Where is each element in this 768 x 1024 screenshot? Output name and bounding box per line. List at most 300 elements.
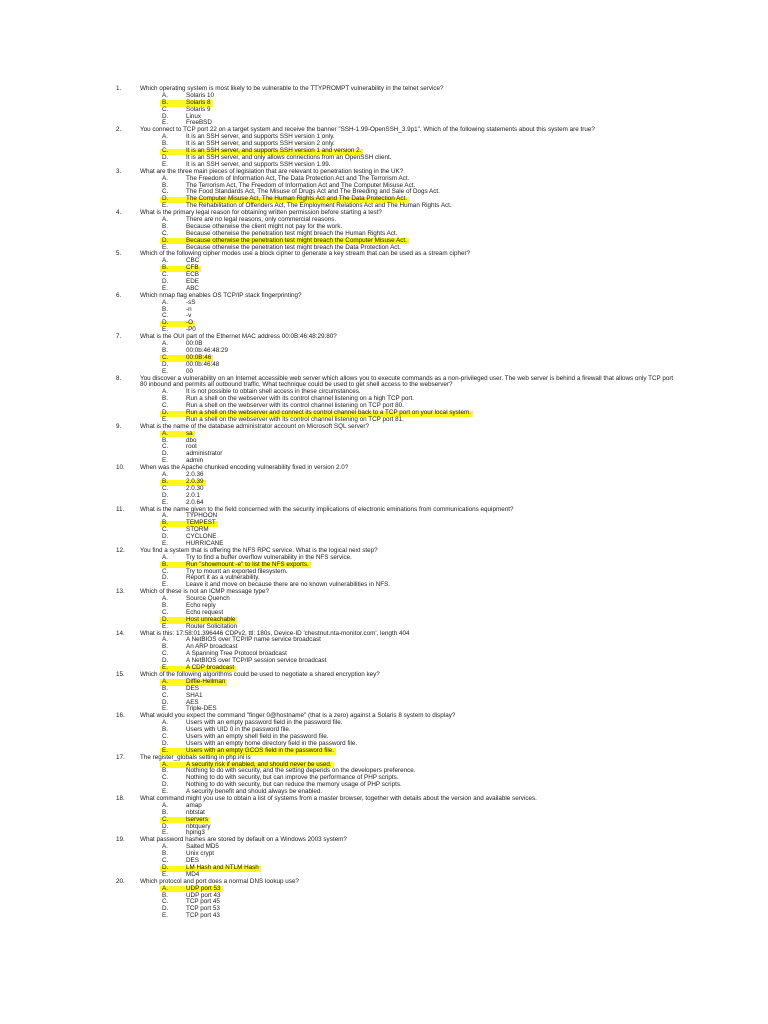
answer-option-highlighted [0, 520, 768, 527]
option-letter: C. [162, 608, 169, 616]
question-number: 3. [116, 167, 122, 175]
answer-option-highlighted [0, 100, 768, 107]
option-text: The Rehabilitation of Offenders Act, The Employment Relations Act and The Human Rights Act. [186, 202, 452, 210]
question-prompt: When was the Apache chunked encoding vulnerability fixed in version 2.0? [140, 464, 349, 472]
answer-option [0, 362, 768, 369]
answer-option [0, 107, 768, 114]
question-number: 11. [116, 505, 125, 513]
option-letter: E. [162, 539, 168, 547]
option-text: Run "showmount -e" to list the NFS exports. [186, 560, 309, 568]
answer-option [0, 824, 768, 831]
answer-option [0, 258, 768, 265]
question-number: 19. [116, 836, 125, 844]
option-letter: B. [162, 264, 168, 272]
question-prompt: What command might you use to obtain a list of systems from a master browser, together with details about the version and available services. [140, 795, 537, 803]
question-text [0, 672, 768, 679]
question-item [0, 879, 768, 920]
answer-option [0, 734, 768, 741]
question-text [0, 424, 768, 431]
option-text: It is an SSH server, and supports SSH version 1.99. [186, 160, 331, 168]
option-text: The Terrorism Act, The Freedom of Information Act and The Computer Misuse Act. [186, 181, 416, 189]
option-letter: E. [162, 664, 168, 672]
question-item [0, 210, 768, 251]
option-text: -O [186, 319, 193, 327]
option-text: Users with an empty GCOS field in the password file. [186, 746, 335, 754]
option-letter: C. [162, 147, 169, 155]
option-text: 2.0.1 [186, 491, 201, 499]
question-prompt: What would you expect the command "finger 0@hostname" (that is a zero) against a Solaris 8 system to display? [140, 712, 456, 720]
option-letter: B. [162, 305, 168, 313]
option-letter: A. [162, 719, 168, 727]
question-item [0, 796, 768, 837]
option-letter: E. [162, 415, 168, 423]
option-text: A security risk if enabled, and should never be used. [186, 760, 332, 768]
option-letter: D. [162, 615, 169, 623]
question-prompt: The register_globals setting in php.ini is [140, 753, 251, 761]
option-letter: B. [162, 140, 168, 148]
option-letter: B. [162, 767, 168, 775]
question-text [0, 548, 768, 555]
answer-option [0, 93, 768, 100]
option-letter: D. [162, 450, 169, 458]
option-text: 2.0.64 [186, 498, 204, 506]
option-text: 2.0.36 [186, 471, 204, 479]
answer-option [0, 134, 768, 141]
option-letter: C. [162, 312, 169, 320]
option-letter: E. [162, 284, 168, 292]
option-letter: E. [162, 705, 168, 713]
option-text: FreeBSD [186, 119, 212, 127]
answer-option [0, 527, 768, 534]
question-number: 4. [116, 209, 122, 217]
question-number: 13. [116, 588, 125, 596]
option-text: LM Hash and NTLM Hash [186, 863, 259, 871]
option-letter: A. [162, 595, 168, 603]
option-text: 00:0B [186, 340, 203, 348]
option-text: -sS [186, 298, 196, 306]
option-text: hping3 [186, 829, 205, 837]
option-text: Run a shell on the webserver and connect its control channel back to a TCP port on your local system. [186, 409, 472, 416]
question-text [0, 127, 768, 134]
answer-option [0, 534, 768, 541]
question-text [0, 507, 768, 514]
answer-option [0, 644, 768, 651]
answer-option [0, 307, 768, 314]
question-text [0, 465, 768, 472]
question-item [0, 837, 768, 878]
option-letter: C. [162, 732, 169, 740]
answer-option [0, 341, 768, 348]
question-prompt: Which of these is not an ICMP message type? [140, 588, 270, 596]
option-letter: C. [162, 188, 169, 196]
question-item [0, 589, 768, 630]
option-letter: D. [162, 236, 169, 244]
question-number: 1. [116, 85, 122, 92]
question-text [0, 86, 768, 93]
option-text: admin [186, 457, 204, 465]
option-letter: C. [162, 353, 169, 361]
question-item [0, 631, 768, 672]
option-text: Because otherwise the penetration test might breach the Data Protection Act. [186, 243, 401, 251]
option-letter: E. [162, 326, 168, 334]
answer-option [0, 803, 768, 810]
option-letter: A. [162, 257, 168, 265]
question-prompt: What is the primary legal reason for obtaining written permission before starting a test? [140, 209, 382, 217]
answer-option [0, 810, 768, 817]
answer-option [0, 782, 768, 789]
option-text: STORM [186, 526, 209, 534]
option-letter: E. [162, 243, 168, 251]
question-number: 5. [116, 250, 122, 258]
answer-option [0, 300, 768, 307]
option-letter: B. [162, 808, 168, 816]
option-letter: A. [162, 843, 168, 851]
answer-option [0, 693, 768, 700]
answer-option [0, 513, 768, 520]
question-prompt: Which operating system is most likely to be vulnerable to the TTYPROMPT vulnerability in the telnet service? [140, 85, 444, 92]
answer-option [0, 844, 768, 851]
option-text: TCP port 43 [186, 912, 220, 920]
option-letter: E. [162, 202, 168, 210]
option-letter: C. [162, 526, 169, 534]
question-number: 10. [116, 464, 125, 472]
answer-option [0, 272, 768, 279]
answer-option [0, 493, 768, 500]
option-letter: C. [162, 691, 169, 699]
question-item [0, 127, 768, 168]
option-text: sa [186, 429, 193, 437]
option-letter: D. [162, 657, 169, 665]
answer-option [0, 893, 768, 900]
option-text: It is an SSH server, and supports SSH version 1 only. [186, 133, 335, 141]
option-text: Host unreachable [186, 615, 236, 623]
question-item [0, 507, 768, 548]
option-letter: A. [162, 91, 168, 99]
option-text: Run a shell on the webserver with its control channel listening on TCP port 81. [186, 415, 404, 423]
option-text: DES [186, 857, 199, 865]
option-letter: D. [162, 195, 169, 203]
answer-option-highlighted [0, 679, 768, 686]
answer-option [0, 555, 768, 562]
option-text: An ARP broadcast [186, 643, 238, 651]
option-letter: C. [162, 443, 169, 451]
option-text: nbtstat [186, 808, 205, 816]
option-text: Source Quench [186, 595, 230, 603]
option-text: TEMPEST [186, 519, 216, 527]
question-item [0, 424, 768, 465]
option-letter: C. [162, 857, 169, 865]
answer-option [0, 569, 768, 576]
option-text: It is an SSH server, and only allows connections from an OpenSSH client. [186, 153, 392, 161]
option-text: Try to find a buffer overflow vulnerability in the NFS service. [186, 553, 352, 561]
answer-option [0, 486, 768, 493]
option-letter: D. [162, 574, 169, 582]
option-text: HURRICANE [186, 539, 224, 547]
option-letter: B. [162, 643, 168, 651]
question-text [0, 755, 768, 762]
question-prompt: Which of the following cipher modes use a block cipher to generate a key stream that can be used as a stream cipher? [140, 250, 471, 258]
question-prompt: You connect to TCP port 22 on a target system and receive the banner "SSH-1.99-OpenSSH_3.9p1". Which of the following statements about this system are true? [140, 126, 595, 134]
option-letter: D. [162, 905, 169, 913]
option-text: Users with UID 0 in the password file. [186, 726, 291, 734]
option-text: 00 [186, 367, 194, 375]
option-text: A NetBIOS over TCP/IP name service broadcast [186, 636, 321, 644]
option-text: It is an SSH server, and supports SSH version 2 only. [186, 140, 335, 148]
answer-option [0, 610, 768, 617]
option-text: The Food Standards Act, The Misuse of Drugs Act and The Breeding and Sale of Dogs Act. [186, 188, 440, 196]
option-text: Try to mount an exported filesystem. [186, 567, 288, 575]
question-number: 7. [116, 333, 122, 341]
question-text [0, 210, 768, 217]
answer-option [0, 141, 768, 148]
option-text: ECB [186, 271, 199, 279]
option-letter: E. [162, 119, 168, 127]
option-letter: E. [162, 829, 168, 837]
option-letter: B. [162, 395, 168, 403]
option-letter: A. [162, 215, 168, 223]
option-text: administrator [186, 450, 223, 458]
question-prompt: What is this: 17:58:01.396446 CDPv2, ttl: 180s, Device-ID 'chestnut.nta-monitor.com', length 404 [140, 629, 410, 637]
answer-option [0, 279, 768, 286]
question-item [0, 713, 768, 754]
question-text [0, 293, 768, 300]
question-item [0, 376, 768, 424]
option-letter: C. [162, 105, 169, 113]
answer-option [0, 114, 768, 121]
answer-option [0, 472, 768, 479]
answer-option [0, 603, 768, 610]
question-prompt: What are the three main pieces of legislation that are relevant to penetration testing in the UK? [140, 167, 404, 175]
option-letter: A. [162, 884, 168, 892]
option-text: A Spanning Tree Protocol broadcast [186, 650, 287, 658]
answer-option [0, 906, 768, 913]
option-letter: E. [162, 912, 168, 920]
option-letter: B. [162, 726, 168, 734]
answer-option [0, 217, 768, 224]
option-letter: E. [162, 367, 168, 375]
option-text: -v [186, 312, 192, 320]
option-letter: E. [162, 160, 168, 168]
option-text: EDE [186, 278, 199, 286]
answer-option [0, 155, 768, 162]
option-text: Nothing to do with security, but can improve the performance of PHP scripts. [186, 774, 399, 782]
answer-option-highlighted [0, 320, 768, 327]
option-text: It is not possible to obtain shell access in these circumstances. [186, 388, 361, 396]
question-item [0, 548, 768, 589]
question-number: 16. [116, 712, 125, 720]
question-text [0, 713, 768, 720]
option-letter: A. [162, 801, 168, 809]
option-text: nbtquery [186, 822, 211, 830]
option-text: MD4 [186, 870, 200, 878]
option-letter: E. [162, 870, 168, 878]
option-letter: C. [162, 650, 169, 658]
option-letter: B. [162, 181, 168, 189]
option-text: Because otherwise the penetration test might breach the Human Rights Act. [186, 229, 398, 237]
option-text: Run a shell on the webserver with its control channel listening on TCP port 80. [186, 402, 404, 410]
option-text: 00:0B:46 [186, 353, 212, 361]
answer-option [0, 720, 768, 727]
question-prompt: What is the OUI part of the Ethernet MAC address 00:0B:46:48:29:80? [140, 333, 337, 341]
option-text: DES [186, 684, 199, 692]
option-letter: D. [162, 533, 169, 541]
option-text: Users with an empty shell field in the password file. [186, 732, 329, 740]
answer-option-highlighted [0, 817, 768, 824]
option-text: Unix crypt [186, 850, 214, 858]
question-number: 17. [116, 753, 125, 761]
option-text: 00:0b:46:48:29 [186, 346, 229, 354]
option-text: A CDP broadcast [186, 664, 235, 672]
option-letter: A. [162, 553, 168, 561]
option-letter: E. [162, 746, 168, 754]
option-text: Nothing to do with security, and the setting depends on the developers preference. [186, 767, 416, 775]
option-letter: A. [162, 677, 168, 685]
option-text: A security benefit and should always be enabled. [186, 788, 323, 796]
option-text: Users with an empty password field in the password file. [186, 719, 343, 727]
option-letter: A. [162, 298, 168, 306]
option-letter: D. [162, 863, 169, 871]
option-letter: D. [162, 409, 169, 416]
answer-option [0, 348, 768, 355]
answer-option-highlighted [0, 265, 768, 272]
question-item [0, 334, 768, 375]
option-text: Salted MD5 [186, 843, 219, 851]
option-letter: E. [162, 498, 168, 506]
option-letter: C. [162, 484, 169, 492]
answer-option [0, 438, 768, 445]
option-letter: E. [162, 622, 168, 630]
question-prompt: You find a system that is offering the NFS RPC service. What is the logical next step? [140, 546, 378, 554]
option-letter: A. [162, 760, 168, 768]
option-text: UDP port 53 [186, 884, 221, 892]
option-text: Leave it and move on because there are no known vulnerabilities in NFS. [186, 581, 391, 589]
question-number: 14. [116, 629, 125, 637]
option-letter: A. [162, 636, 168, 644]
option-text: -P0 [186, 326, 196, 334]
option-letter: C. [162, 402, 169, 410]
answer-option-highlighted [0, 865, 768, 872]
option-letter: C. [162, 774, 169, 782]
option-letter: A. [162, 429, 168, 437]
question-prompt: Which protocol and port does a normal DNS lookup use? [140, 877, 299, 885]
answer-option-highlighted [0, 562, 768, 569]
option-letter: B. [162, 684, 168, 692]
option-letter: D. [162, 360, 169, 368]
option-text: dbo [186, 436, 197, 444]
option-letter: D. [162, 319, 169, 327]
question-item [0, 169, 768, 210]
option-letter: E. [162, 788, 168, 796]
question-list [0, 86, 768, 920]
question-text [0, 376, 768, 390]
answer-option-highlighted [0, 431, 768, 438]
option-letter: C. [162, 567, 169, 575]
option-letter: D. [162, 153, 169, 161]
option-letter: B. [162, 98, 168, 106]
option-text: Router Solicitation [186, 622, 238, 630]
answer-option [0, 444, 768, 451]
answer-option [0, 596, 768, 603]
option-text: 2.0.30 [186, 484, 204, 492]
question-prompt: What is the name of the database administrator account on Microsoft SQL server? [140, 422, 370, 430]
question-item [0, 755, 768, 796]
question-number: 15. [116, 670, 125, 678]
option-text: root [186, 443, 197, 451]
option-text: Run a shell on the webserver with its control channel listening on a high TCP port. [186, 395, 414, 403]
question-number: 18. [116, 795, 125, 803]
option-letter: E. [162, 581, 168, 589]
answer-option [0, 899, 768, 906]
question-text [0, 879, 768, 886]
answer-option [0, 686, 768, 693]
option-letter: D. [162, 112, 169, 120]
question-number: 2. [116, 126, 122, 134]
option-text: A NetBIOS over TCP/IP session service broadcast [186, 657, 327, 665]
answer-option [0, 741, 768, 748]
answer-option [0, 637, 768, 644]
option-letter: A. [162, 512, 168, 520]
question-number: 8. [116, 374, 122, 382]
option-text: TCP port 45 [186, 898, 220, 906]
option-letter: B. [162, 519, 168, 527]
option-letter: B. [162, 891, 168, 899]
option-letter: A. [162, 471, 168, 479]
question-prompt: You discover a vulnerability on an Internet accessible web server which allows you to execute commands as a non-privileged user. The web server is behind a firewall that allows only TCP port 80 inbound and permits all outbound traffic. What technique could be used to get shell access to the webserver? [140, 374, 674, 389]
question-text [0, 251, 768, 258]
question-item [0, 86, 768, 127]
option-letter: D. [162, 781, 169, 789]
question-item [0, 465, 768, 506]
option-letter: A. [162, 174, 168, 182]
option-text: Users with an empty home directory field in the password file. [186, 739, 358, 747]
option-text: 00:0b:46:48 [186, 360, 220, 368]
option-text: CFB [186, 264, 199, 272]
option-letter: C. [162, 898, 169, 906]
answer-option [0, 727, 768, 734]
option-text: TYPHOON [186, 512, 218, 520]
question-prompt: What is the name given to the field concerned with the security implications of electronic eminations from communications equipment? [140, 505, 514, 513]
option-text: lservers [186, 815, 209, 823]
option-text: Nothing to do with security, but can reduce the memory usage of PHP scripts. [186, 781, 402, 789]
option-letter: A. [162, 340, 168, 348]
question-text [0, 334, 768, 341]
option-text: The Computer Misuse Act, The Human Rights Act and The Data Protection Act. [186, 195, 407, 203]
answer-option [0, 651, 768, 658]
option-text: Solaris 9 [186, 105, 211, 113]
option-text: Echo reply [186, 602, 216, 610]
answer-option [0, 313, 768, 320]
option-letter: D. [162, 278, 169, 286]
option-text: -n [186, 305, 192, 313]
option-letter: B. [162, 346, 168, 354]
option-letter: B. [162, 602, 168, 610]
option-letter: A. [162, 133, 168, 141]
answer-option-highlighted [0, 479, 768, 486]
question-text [0, 589, 768, 596]
option-letter: B. [162, 436, 168, 444]
option-text: Because otherwise the client might not pay for the work. [186, 222, 343, 230]
question-number: 12. [116, 546, 125, 554]
option-text: amap [186, 801, 202, 809]
option-text: CYCLONE [186, 533, 217, 541]
option-letter: D. [162, 698, 169, 706]
question-prompt: What password hashes are stored by default on a Windows 2003 system? [140, 836, 347, 844]
option-letter: A. [162, 388, 168, 396]
question-item [0, 251, 768, 292]
option-letter: D. [162, 822, 169, 830]
question-text [0, 631, 768, 638]
option-text: ABC [186, 284, 199, 292]
